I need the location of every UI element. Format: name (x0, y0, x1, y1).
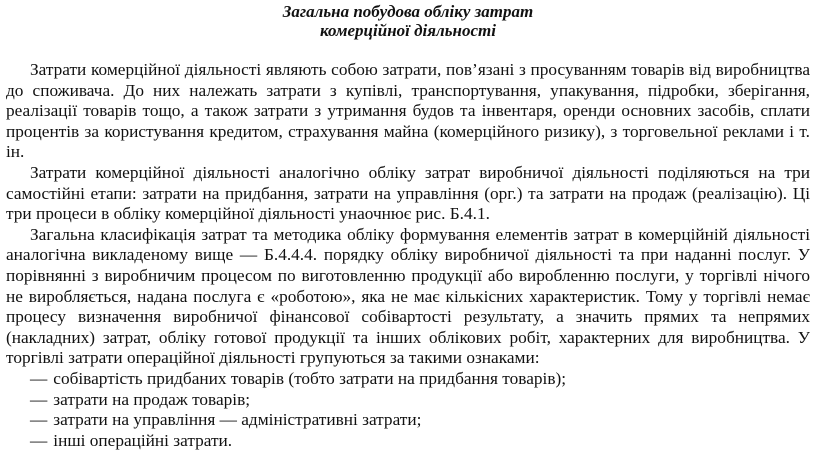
title-line-1: Загальна побудова обліку затрат (282, 2, 534, 21)
paragraph-2: Затрати комерційної діяльності аналогічно обліку затрат виробничої діяльності поділяються на три самостійні етапи: затрати на придбання, затрати на управління (орг.) та затрати на продаж (реалізацію). Ці три процеси в обліку комерційної діяльності унаочнює рис. Б.4.1. (6, 162, 810, 224)
document-body (6, 60, 810, 451)
list-item-text: собівартість придбаних товарів (тобто затрати на придбання товарів); (53, 368, 567, 388)
list-item-text: інші операційні затрати. (53, 430, 233, 450)
list-item (6, 390, 810, 411)
paragraph-1: Затрати комерційної діяльності являють собою затрати, пов’язані з просуванням товарів від виробництва до споживача. До них належать затрати з купівлі, транспортування, упакування, підробки, зберігання, реалізації товарів тощо, а також затрати з утримання будов та інвентаря, оренди основних засобів, сплати процентів за користування кредитом, страхування майна (комерційного ризику), з торговельної реклами і т. ін. (6, 60, 810, 162)
title-line-2: комерційної діяльності (320, 21, 496, 40)
document-title (6, 2, 810, 40)
list-dash: — (30, 389, 48, 409)
cost-grouping-list (6, 369, 810, 451)
list-dash: — (30, 430, 48, 450)
list-item-text: затрати на управління — адміністративні затрати; (53, 410, 422, 430)
paragraph-3: Загальна класифікація затрат та методика обліку формування елементів затрат в комерційній діяльності аналогічна викладеному вище — Б.4.4.4. порядку обліку виробничої діяльності та при наданні послуг. У порівнянні з виробничим процесом по виготовленню продукції або виробленню послуги, у торгівлі нічого не виробляється, надана послуга є «роботою», яка не має кількісних характеристик. Тому у торгівлі немає процесу визначення виробничої фінансової собівартості результату, а значить прямих та непрямих (накладних) затрат, обліку готової продукції та інших облікових робіт, характерних для виробництва. У торгівлі затрати операційної діяльності групуються за такими ознаками: (6, 224, 810, 368)
list-item (6, 369, 810, 390)
list-dash: — (30, 368, 48, 388)
list-item-text: затрати на продаж товарів; (53, 389, 251, 409)
list-item (6, 431, 810, 451)
list-dash: — (30, 410, 48, 430)
list-item (6, 410, 810, 431)
